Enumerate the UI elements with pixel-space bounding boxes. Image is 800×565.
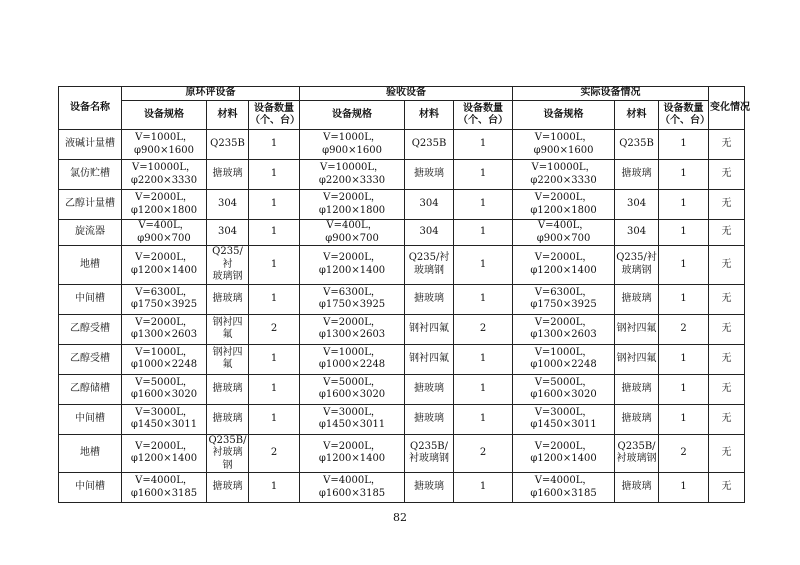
cell-original-spec: V=2000L， φ1300×2603 [122, 314, 207, 344]
cell-actual-material: 搪玻璃 [615, 404, 659, 434]
cell-original-qty: 2 [249, 314, 300, 344]
cell-acceptance-spec: V=2000L， φ1200×1800 [300, 190, 405, 220]
cell-acceptance-qty: 1 [454, 246, 513, 285]
cell-original-qty: 1 [249, 160, 300, 190]
cell-change: 无 [709, 314, 745, 344]
cell-actual-spec: V=2000L，φ1200×1400 [513, 246, 615, 285]
header-spec: 设备规格 [513, 101, 615, 130]
cell-change: 无 [709, 160, 745, 190]
cell-acceptance-qty: 1 [454, 284, 513, 314]
header-spec: 设备规格 [122, 101, 207, 130]
cell-acceptance-material: Q235/衬 玻璃钢 [405, 246, 454, 285]
table-row [59, 374, 745, 404]
equipment-table [58, 86, 751, 503]
table-row [59, 246, 745, 285]
cell-original-material: 搪玻璃 [207, 404, 249, 434]
table-row [59, 344, 745, 374]
table-row [59, 434, 745, 473]
cell-acceptance-material: 304 [405, 190, 454, 220]
cell-acceptance-material: 304 [405, 220, 454, 246]
cell-device-name: 地槽 [59, 434, 122, 473]
cell-device-name: 中间槽 [59, 404, 122, 434]
cell-acceptance-qty: 2 [454, 434, 513, 473]
cell-acceptance-spec: V=2000L， φ1200×1400 [300, 246, 405, 285]
cell-acceptance-material: 钢衬四氟 [405, 344, 454, 374]
cell-actual-qty: 2 [659, 314, 709, 344]
cell-acceptance-material: Q235B [405, 130, 454, 160]
cell-actual-qty: 1 [659, 374, 709, 404]
cell-device-name: 乙醇储槽 [59, 374, 122, 404]
cell-acceptance-qty: 1 [454, 130, 513, 160]
cell-acceptance-material: 搪玻璃 [405, 374, 454, 404]
header-qty: 设备数量 （个、台） [659, 101, 709, 130]
cell-original-material: 304 [207, 220, 249, 246]
cell-device-name: 氯仿贮槽 [59, 160, 122, 190]
header-qty: 设备数量 （个、台） [454, 101, 513, 130]
cell-device-name: 乙醇受槽 [59, 344, 122, 374]
cell-change: 无 [709, 344, 745, 374]
table-row [59, 314, 745, 344]
cell-acceptance-spec: V=10000L， φ2200×3330 [300, 160, 405, 190]
cell-acceptance-spec: V=2000L， φ1300×2603 [300, 314, 405, 344]
cell-actual-material: 搪玻璃 [615, 374, 659, 404]
header-spec: 设备规格 [300, 101, 405, 130]
cell-original-spec: V=1000L， φ900×1600 [122, 130, 207, 160]
cell-change: 无 [709, 130, 745, 160]
cell-original-spec: V=2000L， φ1200×1800 [122, 190, 207, 220]
cell-original-material: 搪玻璃 [207, 374, 249, 404]
header-material: 材料 [615, 101, 659, 130]
cell-actual-material: Q235/衬 玻璃钢 [615, 246, 659, 285]
header-device-name: 设备名称 [59, 87, 122, 130]
cell-original-qty: 1 [249, 190, 300, 220]
cell-acceptance-material: 搪玻璃 [405, 160, 454, 190]
cell-original-qty: 1 [249, 374, 300, 404]
page-number: 82 [393, 511, 407, 524]
cell-actual-material: Q235B/ 衬玻璃钢 [615, 434, 659, 473]
cell-actual-spec: V=5000L，φ1600×3020 [513, 374, 615, 404]
cell-actual-spec: V=4000L，φ1600×3185 [513, 473, 615, 503]
cell-actual-material: 搪玻璃 [615, 160, 659, 190]
cell-actual-material: 304 [615, 190, 659, 220]
cell-original-qty: 2 [249, 434, 300, 473]
cell-device-name: 中间槽 [59, 284, 122, 314]
cell-acceptance-qty: 1 [454, 404, 513, 434]
cell-original-material: 钢衬四氟 [207, 314, 249, 344]
cell-device-name: 乙醇受槽 [59, 314, 122, 344]
cell-change: 无 [709, 284, 745, 314]
table-row [59, 190, 745, 220]
cell-acceptance-qty: 1 [454, 190, 513, 220]
cell-change: 无 [709, 374, 745, 404]
cell-original-spec: V=400L，φ900×700 [122, 220, 207, 246]
cell-original-spec: V=5000L， φ1600×3020 [122, 374, 207, 404]
cell-original-spec: V=10000L， φ2200×3330 [122, 160, 207, 190]
cell-original-spec: V=2000L， φ1200×1400 [122, 246, 207, 285]
cell-actual-material: 钢衬四氟 [615, 344, 659, 374]
cell-actual-qty: 1 [659, 404, 709, 434]
table-row [59, 284, 745, 314]
cell-original-material: 搪玻璃 [207, 160, 249, 190]
cell-acceptance-qty: 1 [454, 374, 513, 404]
cell-original-qty: 1 [249, 344, 300, 374]
table-body [59, 130, 745, 503]
cell-actual-material: Q235B [615, 130, 659, 160]
header-qty: 设备数量 （个、台） [249, 101, 300, 130]
cell-acceptance-spec: V=3000L， φ1450×3011 [300, 404, 405, 434]
cell-actual-spec: V=10000L， φ2200×3330 [513, 160, 615, 190]
cell-actual-spec: V=3000L，φ1450×3011 [513, 404, 615, 434]
cell-actual-qty: 1 [659, 190, 709, 220]
cell-acceptance-material: 钢衬四氟 [405, 314, 454, 344]
cell-acceptance-spec: V=2000L， φ1200×1400 [300, 434, 405, 473]
header-material: 材料 [405, 101, 454, 130]
cell-actual-spec: V=2000L，φ1300×2603 [513, 314, 615, 344]
header-group-original: 原环评设备 [122, 87, 300, 101]
cell-change: 无 [709, 190, 745, 220]
cell-acceptance-material: 搪玻璃 [405, 404, 454, 434]
cell-original-qty: 1 [249, 473, 300, 503]
cell-acceptance-spec: V=1000L，φ900×1600 [300, 130, 405, 160]
table-row [59, 473, 745, 503]
cell-acceptance-qty: 2 [454, 314, 513, 344]
cell-actual-qty: 1 [659, 220, 709, 246]
cell-original-qty: 1 [249, 246, 300, 285]
cell-acceptance-spec: V=5000L， φ1600×3020 [300, 374, 405, 404]
cell-actual-spec: V=2000L，φ1200×1400 [513, 434, 615, 473]
cell-original-qty: 1 [249, 404, 300, 434]
table-row [59, 130, 745, 160]
header-group-acceptance: 验收设备 [300, 87, 513, 101]
cell-device-name: 旋流器 [59, 220, 122, 246]
cell-actual-qty: 1 [659, 130, 709, 160]
cell-device-name: 中间槽 [59, 473, 122, 503]
header-material: 材料 [207, 101, 249, 130]
cell-change: 无 [709, 434, 745, 473]
cell-acceptance-spec: V=4000L， φ1600×3185 [300, 473, 405, 503]
cell-original-material: 搪玻璃 [207, 284, 249, 314]
cell-acceptance-qty: 1 [454, 160, 513, 190]
header-group-actual: 实际设备情况 [513, 87, 709, 101]
cell-acceptance-qty: 1 [454, 220, 513, 246]
cell-original-material: 钢衬四氟 [207, 344, 249, 374]
cell-original-qty: 1 [249, 130, 300, 160]
cell-actual-qty: 1 [659, 284, 709, 314]
cell-original-qty: 1 [249, 220, 300, 246]
cell-actual-qty: 1 [659, 473, 709, 503]
cell-actual-material: 搪玻璃 [615, 473, 659, 503]
cell-acceptance-spec: V=6300L， φ1750×3925 [300, 284, 405, 314]
cell-actual-qty: 2 [659, 434, 709, 473]
cell-original-spec: V=3000L， φ1450×3011 [122, 404, 207, 434]
cell-original-material: Q235B [207, 130, 249, 160]
cell-acceptance-material: Q235B/ 衬玻璃钢 [405, 434, 454, 473]
cell-change: 无 [709, 246, 745, 285]
cell-actual-spec: V=6300L，φ1750×3925 [513, 284, 615, 314]
cell-original-material: Q235/衬 玻璃钢 [207, 246, 249, 285]
cell-original-material: 304 [207, 190, 249, 220]
cell-original-qty: 1 [249, 284, 300, 314]
cell-actual-qty: 1 [659, 160, 709, 190]
cell-actual-spec: V=1000L，φ900×1600 [513, 130, 615, 160]
cell-change: 无 [709, 473, 745, 503]
cell-actual-spec: V=2000L，φ1200×1800 [513, 190, 615, 220]
cell-change: 无 [709, 404, 745, 434]
cell-original-spec: V=4000L， φ1600×3185 [122, 473, 207, 503]
cell-original-spec: V=6300L， φ1750×3925 [122, 284, 207, 314]
table-row [59, 220, 745, 246]
cell-acceptance-spec: V=1000L， φ1000×2248 [300, 344, 405, 374]
cell-acceptance-spec: V=400L，φ900×700 [300, 220, 405, 246]
cell-acceptance-qty: 1 [454, 473, 513, 503]
cell-actual-material: 搪玻璃 [615, 284, 659, 314]
cell-original-spec: V=1000L， φ1000×2248 [122, 344, 207, 374]
cell-device-name: 地槽 [59, 246, 122, 285]
table-row [59, 404, 745, 434]
cell-acceptance-material: 搪玻璃 [405, 284, 454, 314]
header-change: 变化情况 [709, 87, 745, 130]
table-row [59, 160, 745, 190]
cell-acceptance-qty: 1 [454, 344, 513, 374]
cell-actual-spec: V=1000L，φ1000×2248 [513, 344, 615, 374]
cell-actual-material: 304 [615, 220, 659, 246]
cell-original-material: Q235B/ 衬玻璃钢 [208, 434, 247, 471]
cell-acceptance-material: 搪玻璃 [405, 473, 454, 503]
cell-device-name: 液碱计量槽 [59, 130, 122, 160]
cell-actual-qty: 1 [659, 344, 709, 374]
cell-device-name: 乙醇计量槽 [59, 190, 122, 220]
cell-original-material: 搪玻璃 [207, 473, 249, 503]
cell-actual-spec: V=400L，φ900×700 [513, 220, 615, 246]
cell-actual-material: 钢衬四氟 [615, 314, 659, 344]
cell-actual-qty: 1 [659, 246, 709, 285]
cell-original-spec: V=2000L， φ1200×1400 [122, 434, 207, 473]
cell-change: 无 [709, 220, 745, 246]
